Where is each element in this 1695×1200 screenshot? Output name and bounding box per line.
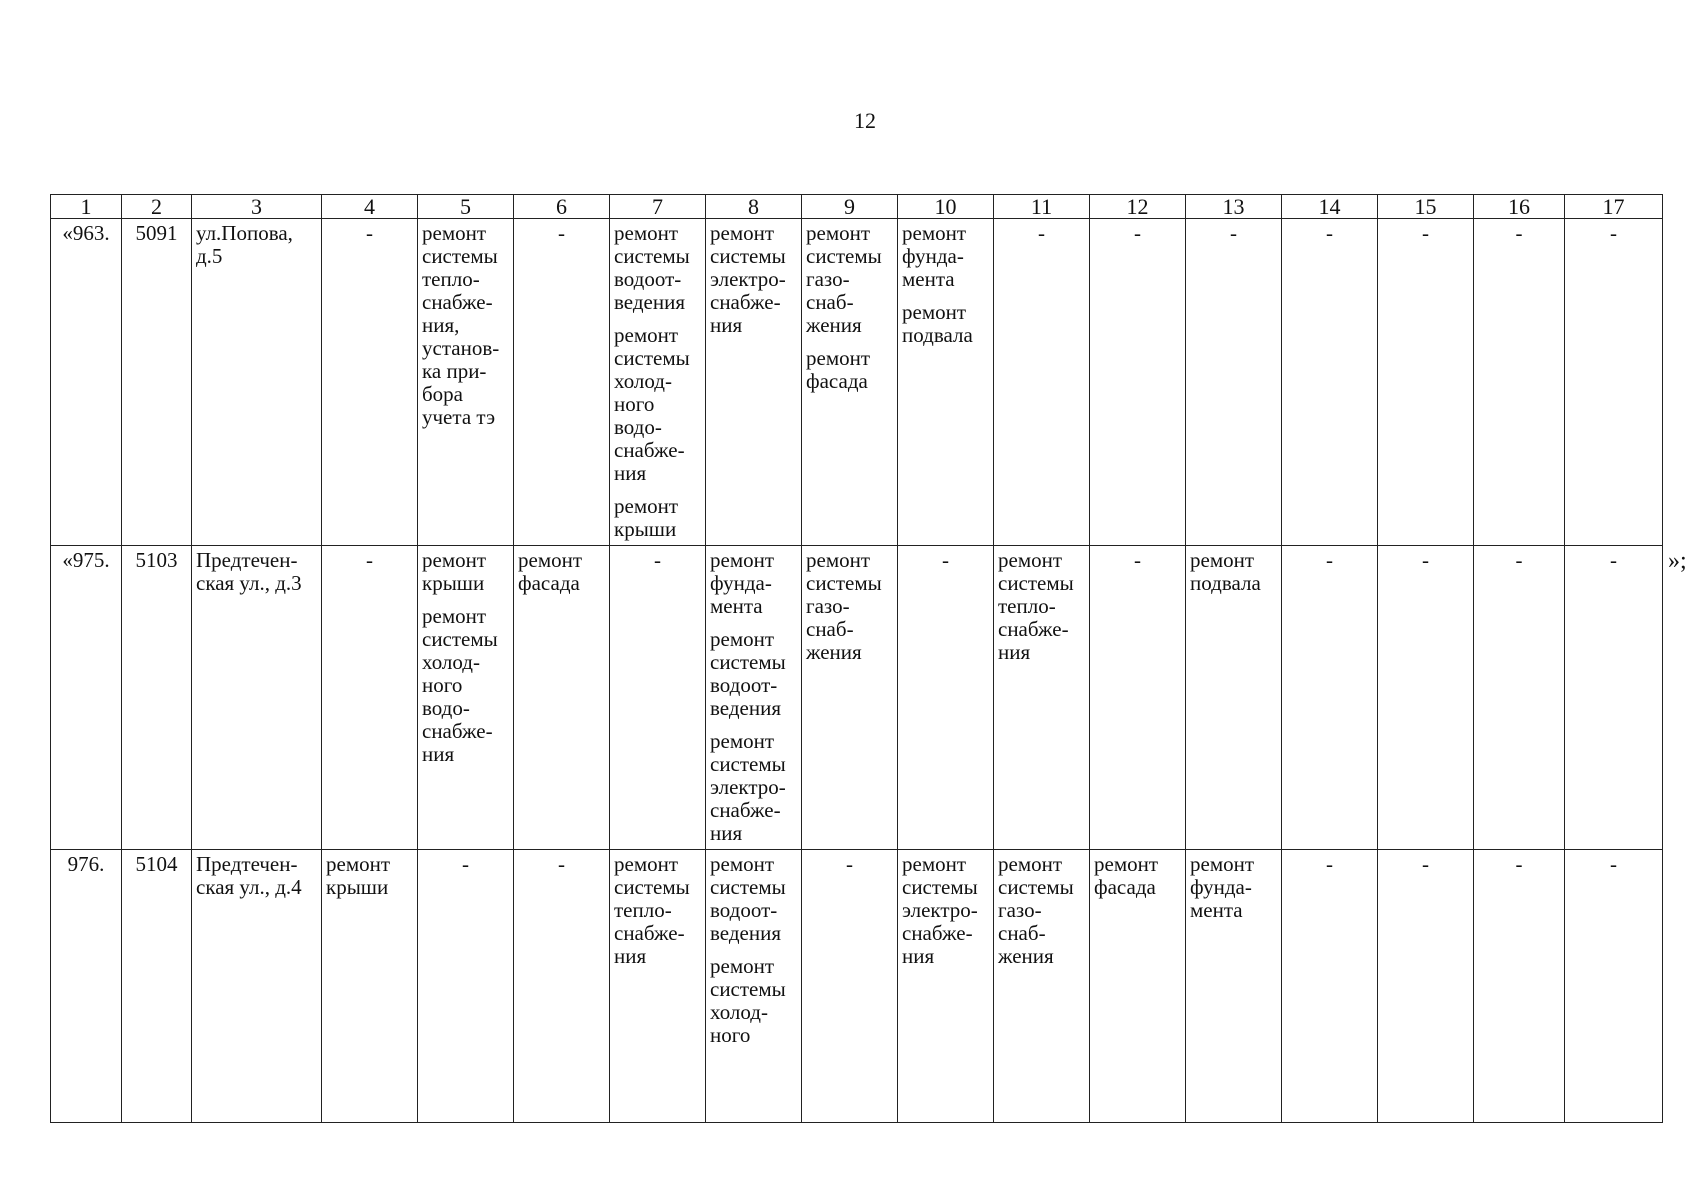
row-number: «975. — [51, 546, 122, 850]
work-item: ремонт системы водоот- ведения — [710, 627, 786, 721]
no-work-dash: - — [558, 852, 565, 877]
work-cell-col-10 — [898, 850, 994, 1123]
building-address: ул.Попова, д.5 — [192, 219, 322, 546]
work-item: ремонт фунда- мента — [710, 548, 775, 619]
column-header-14: 14 — [1282, 195, 1378, 219]
building-code: 5091 — [122, 219, 192, 546]
no-work-dash: - — [1326, 548, 1333, 573]
no-work-dash: - — [942, 548, 949, 573]
work-cell-col-8 — [706, 219, 802, 546]
column-header-9: 9 — [802, 195, 898, 219]
work-item: ремонт системы холод- ного водо- снабже- ния — [614, 323, 690, 485]
work-cell-col-9 — [802, 546, 898, 850]
work-item: ремонт системы газо- снаб- жения — [998, 852, 1074, 969]
building-code: 5103 — [122, 546, 192, 850]
work-cell-col-12 — [1090, 546, 1186, 850]
building-address: Предтечен- ская ул., д.3 — [192, 546, 322, 850]
no-work-dash: - — [1515, 852, 1523, 877]
work-cell-col-14 — [1282, 850, 1378, 1123]
closing-quote-mark: »; — [1668, 548, 1687, 574]
work-cell-col-14 — [1282, 219, 1378, 546]
work-cell-col-15 — [1378, 546, 1474, 850]
work-cell-col-11 — [994, 850, 1090, 1123]
work-item: ремонт фунда- мента — [902, 221, 967, 291]
work-cell-col-13 — [1186, 219, 1282, 546]
column-header-6: 6 — [514, 195, 610, 219]
work-item: ремонт подвала — [902, 300, 973, 347]
work-cell-col-5 — [418, 219, 514, 546]
work-item: ремонт системы холод- ного — [710, 954, 786, 1048]
work-cell-col-6 — [514, 219, 610, 546]
work-cell-col-5 — [418, 850, 514, 1123]
no-work-dash: - — [1038, 221, 1045, 245]
building-address: Предтечен- ская ул., д.4 — [192, 850, 322, 1123]
work-cell-col-9 — [802, 219, 898, 546]
page-number: 12 — [854, 108, 876, 133]
work-cell-col-16 — [1474, 219, 1565, 546]
column-header-15: 15 — [1378, 195, 1474, 219]
no-work-dash: - — [1610, 221, 1617, 245]
no-work-dash: - — [846, 852, 853, 877]
work-cell-col-14 — [1282, 546, 1378, 850]
column-header-3: 3 — [192, 195, 322, 219]
no-work-dash: - — [1515, 221, 1523, 245]
work-item: ремонт системы тепло- снабже- ния, установ- ка при- бора учета тэ — [422, 221, 500, 429]
no-work-dash: - — [1610, 852, 1617, 877]
work-cell-col-7 — [610, 219, 706, 546]
table-row — [51, 219, 1663, 546]
no-work-dash: - — [1230, 221, 1237, 245]
work-item: ремонт системы газо- снаб- жения — [806, 548, 882, 665]
work-item: ремонт системы электро- снабже- ния — [710, 221, 786, 337]
column-number-row — [51, 195, 1663, 219]
work-cell-col-8 — [706, 850, 802, 1123]
work-cell-col-6 — [514, 850, 610, 1123]
work-cell-col-17 — [1565, 546, 1663, 850]
no-work-dash: - — [462, 852, 469, 877]
work-cell-col-4 — [322, 850, 418, 1123]
repair-schedule-table — [50, 194, 1663, 1123]
column-header-16: 16 — [1474, 195, 1565, 219]
work-item: ремонт системы холод- ного водо- снабже- ния — [422, 604, 498, 767]
work-item: ремонт фасада — [518, 548, 583, 596]
work-cell-col-12 — [1090, 219, 1186, 546]
work-cell-col-11 — [994, 546, 1090, 850]
column-header-5: 5 — [418, 195, 514, 219]
work-item: ремонт фунда- мента — [1190, 852, 1255, 923]
column-header-8: 8 — [706, 195, 802, 219]
work-cell-col-15 — [1378, 850, 1474, 1123]
column-header-1: 1 — [51, 195, 122, 219]
work-cell-col-6 — [514, 546, 610, 850]
column-header-17: 17 — [1565, 195, 1663, 219]
work-item: ремонт фасада — [806, 346, 871, 393]
work-item: ремонт системы водоот- ведения — [614, 221, 690, 314]
column-header-2: 2 — [122, 195, 192, 219]
work-cell-col-17 — [1565, 850, 1663, 1123]
column-header-10: 10 — [898, 195, 994, 219]
no-work-dash: - — [1326, 852, 1333, 877]
work-cell-col-17 — [1565, 219, 1663, 546]
no-work-dash: - — [1515, 548, 1523, 573]
work-cell-col-4 — [322, 546, 418, 850]
no-work-dash: - — [1422, 548, 1429, 573]
no-work-dash: - — [1610, 548, 1617, 573]
no-work-dash: - — [1326, 221, 1333, 245]
column-header-13: 13 — [1186, 195, 1282, 219]
no-work-dash: - — [1422, 221, 1429, 245]
work-cell-col-4 — [322, 219, 418, 546]
table-row — [51, 546, 1663, 850]
column-header-7: 7 — [610, 195, 706, 219]
work-cell-col-7 — [610, 546, 706, 850]
work-cell-col-16 — [1474, 546, 1565, 850]
no-work-dash: - — [366, 548, 373, 573]
work-item: ремонт системы тепло- снабже- ния — [998, 548, 1074, 665]
building-code: 5104 — [122, 850, 192, 1123]
work-cell-col-16 — [1474, 850, 1565, 1123]
work-item: ремонт фасада — [1094, 852, 1159, 900]
no-work-dash: - — [1422, 852, 1429, 877]
column-header-12: 12 — [1090, 195, 1186, 219]
work-cell-col-11 — [994, 219, 1090, 546]
work-cell-col-13 — [1186, 850, 1282, 1123]
work-cell-col-7 — [610, 850, 706, 1123]
work-item: ремонт крыши — [614, 494, 679, 541]
column-header-11: 11 — [994, 195, 1090, 219]
work-cell-col-10 — [898, 546, 994, 850]
work-cell-col-12 — [1090, 850, 1186, 1123]
work-cell-col-13 — [1186, 546, 1282, 850]
work-item: ремонт системы тепло- снабже- ния — [614, 852, 690, 969]
work-cell-col-8 — [706, 546, 802, 850]
work-item: ремонт системы водоот- ведения — [710, 852, 786, 946]
work-item: ремонт системы газо- снаб- жения — [806, 221, 882, 337]
no-work-dash: - — [558, 221, 565, 245]
no-work-dash: - — [1134, 221, 1141, 245]
no-work-dash: - — [1134, 548, 1141, 573]
work-item: ремонт системы электро- снабже- ния — [902, 852, 978, 969]
no-work-dash: - — [654, 548, 661, 573]
work-cell-col-5 — [418, 546, 514, 850]
column-header-4: 4 — [322, 195, 418, 219]
work-cell-col-9 — [802, 850, 898, 1123]
no-work-dash: - — [366, 221, 373, 245]
work-item: ремонт крыши — [422, 548, 487, 596]
work-item: ремонт системы электро- снабже- ния — [710, 729, 786, 846]
work-item: ремонт подвала — [1190, 548, 1261, 596]
table-row — [51, 850, 1663, 1123]
work-cell-col-15 — [1378, 219, 1474, 546]
row-number: «963. — [51, 219, 122, 546]
work-item: ремонт крыши — [326, 852, 391, 900]
row-number: 976. — [51, 850, 122, 1123]
work-cell-col-10 — [898, 219, 994, 546]
